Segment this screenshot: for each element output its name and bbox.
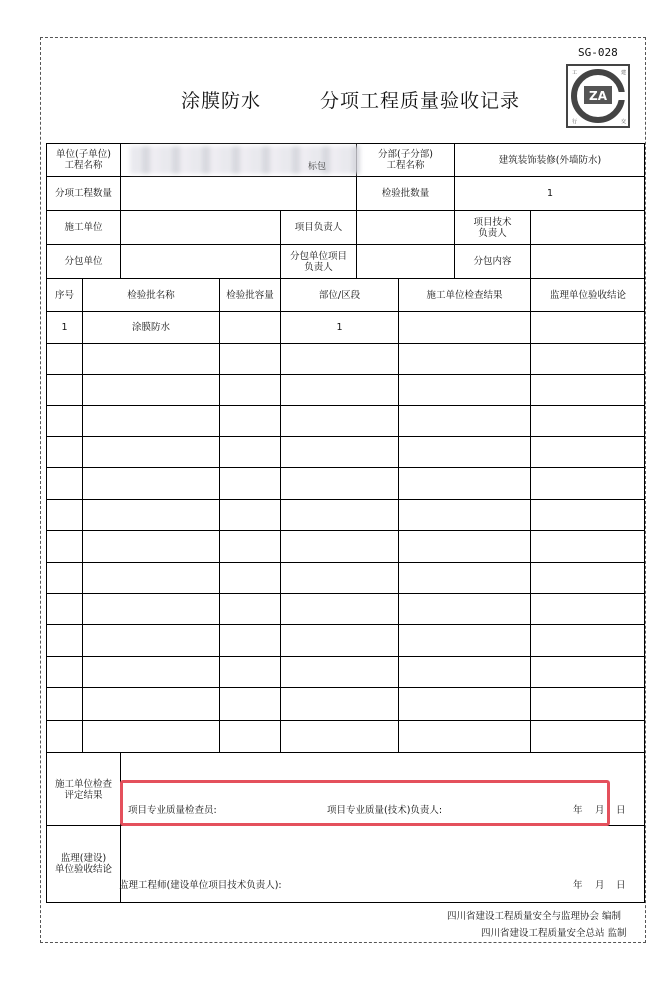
grid-line-v (530, 210, 531, 278)
supervision-month: 月 (595, 880, 605, 891)
evaluation-year: 年 (573, 805, 583, 816)
grid-line-v (356, 210, 357, 278)
grid-line-h (46, 752, 645, 753)
grid-line-v (280, 278, 281, 752)
supervision-label: 监理(建设) 单位验收结论 (54, 853, 112, 875)
grid-line-h (46, 467, 645, 468)
footer-supervisor: 四川省建设工程质量安全总站 监制 (481, 928, 627, 939)
col-header-batch-name: 检验批名称 (127, 289, 175, 301)
subcontractor-label: 分包单位 (64, 256, 103, 267)
evaluation-month: 月 (595, 805, 605, 816)
contractor-label: 施工单位 (64, 222, 103, 233)
supervision-year: 年 (573, 880, 583, 891)
grid-line-h (46, 405, 645, 406)
grid-line-h (46, 562, 645, 563)
grid-line-h (46, 499, 645, 500)
sub-item-qty-value[interactable] (121, 177, 356, 210)
svg-text:建: 建 (621, 70, 627, 76)
svg-text:交: 交 (621, 119, 627, 125)
grid-line-h (46, 374, 645, 375)
grid-line-h (46, 624, 645, 625)
project-manager-label: 项目负责人 (294, 222, 343, 233)
row-1-check-result[interactable] (399, 312, 530, 343)
batch-qty-label: 检验批数量 (381, 188, 430, 199)
grid-line-h (46, 687, 645, 688)
quality-inspector-label: 项目专业质量检查员: (128, 805, 217, 816)
tech-manager-label: 项目技术 负责人 (473, 216, 512, 239)
grid-line-h (46, 530, 645, 531)
svg-text:行: 行 (572, 119, 578, 125)
grid-line-v (530, 278, 531, 752)
sub-division-label: 分部(子分部) 工程名称 (378, 149, 433, 171)
row-1-conclusion[interactable] (531, 312, 645, 343)
za-logo-icon (566, 64, 630, 128)
sub-item-qty-label: 分项工程数量 (54, 188, 112, 199)
row-1-batch-name[interactable]: 涂膜防水 (131, 322, 170, 333)
row-1-location[interactable]: 1 (336, 322, 343, 333)
grid-line-v (120, 143, 121, 278)
quality-tech-leader-label: 项目专业质量(技术)负责人: (327, 805, 443, 816)
col-header-capacity: 检验批容量 (226, 289, 274, 301)
supervision-day: 日 (616, 880, 626, 891)
row-1-no: 1 (61, 322, 68, 333)
col-header-conclusion: 监理单位验收结论 (549, 289, 626, 301)
grid-line-v (398, 278, 399, 752)
svg-text:工: 工 (572, 70, 578, 76)
unit-project-label: 单位(子单位) 工程名称 (56, 149, 111, 171)
evaluation-day: 日 (616, 805, 626, 816)
col-header-check-result: 施工单位检查结果 (426, 289, 503, 301)
unit-project-value: 标包 (308, 162, 327, 172)
supervision-engineer-label: 监理工程师(建设单位项目技术负责人): (119, 880, 282, 891)
grid-line-h (46, 593, 645, 594)
logo-text: ZA (589, 89, 607, 103)
grid-line-v (82, 278, 83, 752)
grid-line-h (46, 343, 645, 344)
title-main: 分项工程质量验收记录 (320, 90, 521, 112)
grid-line-v (219, 278, 220, 752)
grid-line-h (46, 720, 645, 721)
footer-compiler: 四川省建设工程质量安全与监理协会 编制 (447, 911, 622, 922)
batch-qty-value[interactable]: 1 (546, 188, 554, 199)
grid-line-h (46, 436, 645, 437)
sub-content-label: 分包内容 (473, 256, 512, 267)
evaluation-label: 施工单位检查 评定结果 (54, 779, 112, 801)
title-item: 涂膜防水 (181, 90, 262, 112)
form-code: SG-028 (578, 46, 618, 59)
sub-division-value: 建筑装饰装修(外墙防水) (498, 154, 602, 166)
col-header-location: 部位/区段 (318, 289, 361, 301)
grid-line-h (46, 656, 645, 657)
sub-manager-label: 分包单位项目 负责人 (289, 250, 347, 273)
col-header-no: 序号 (54, 289, 74, 301)
signature-highlight-box (120, 780, 610, 826)
row-1-capacity[interactable] (220, 312, 280, 343)
